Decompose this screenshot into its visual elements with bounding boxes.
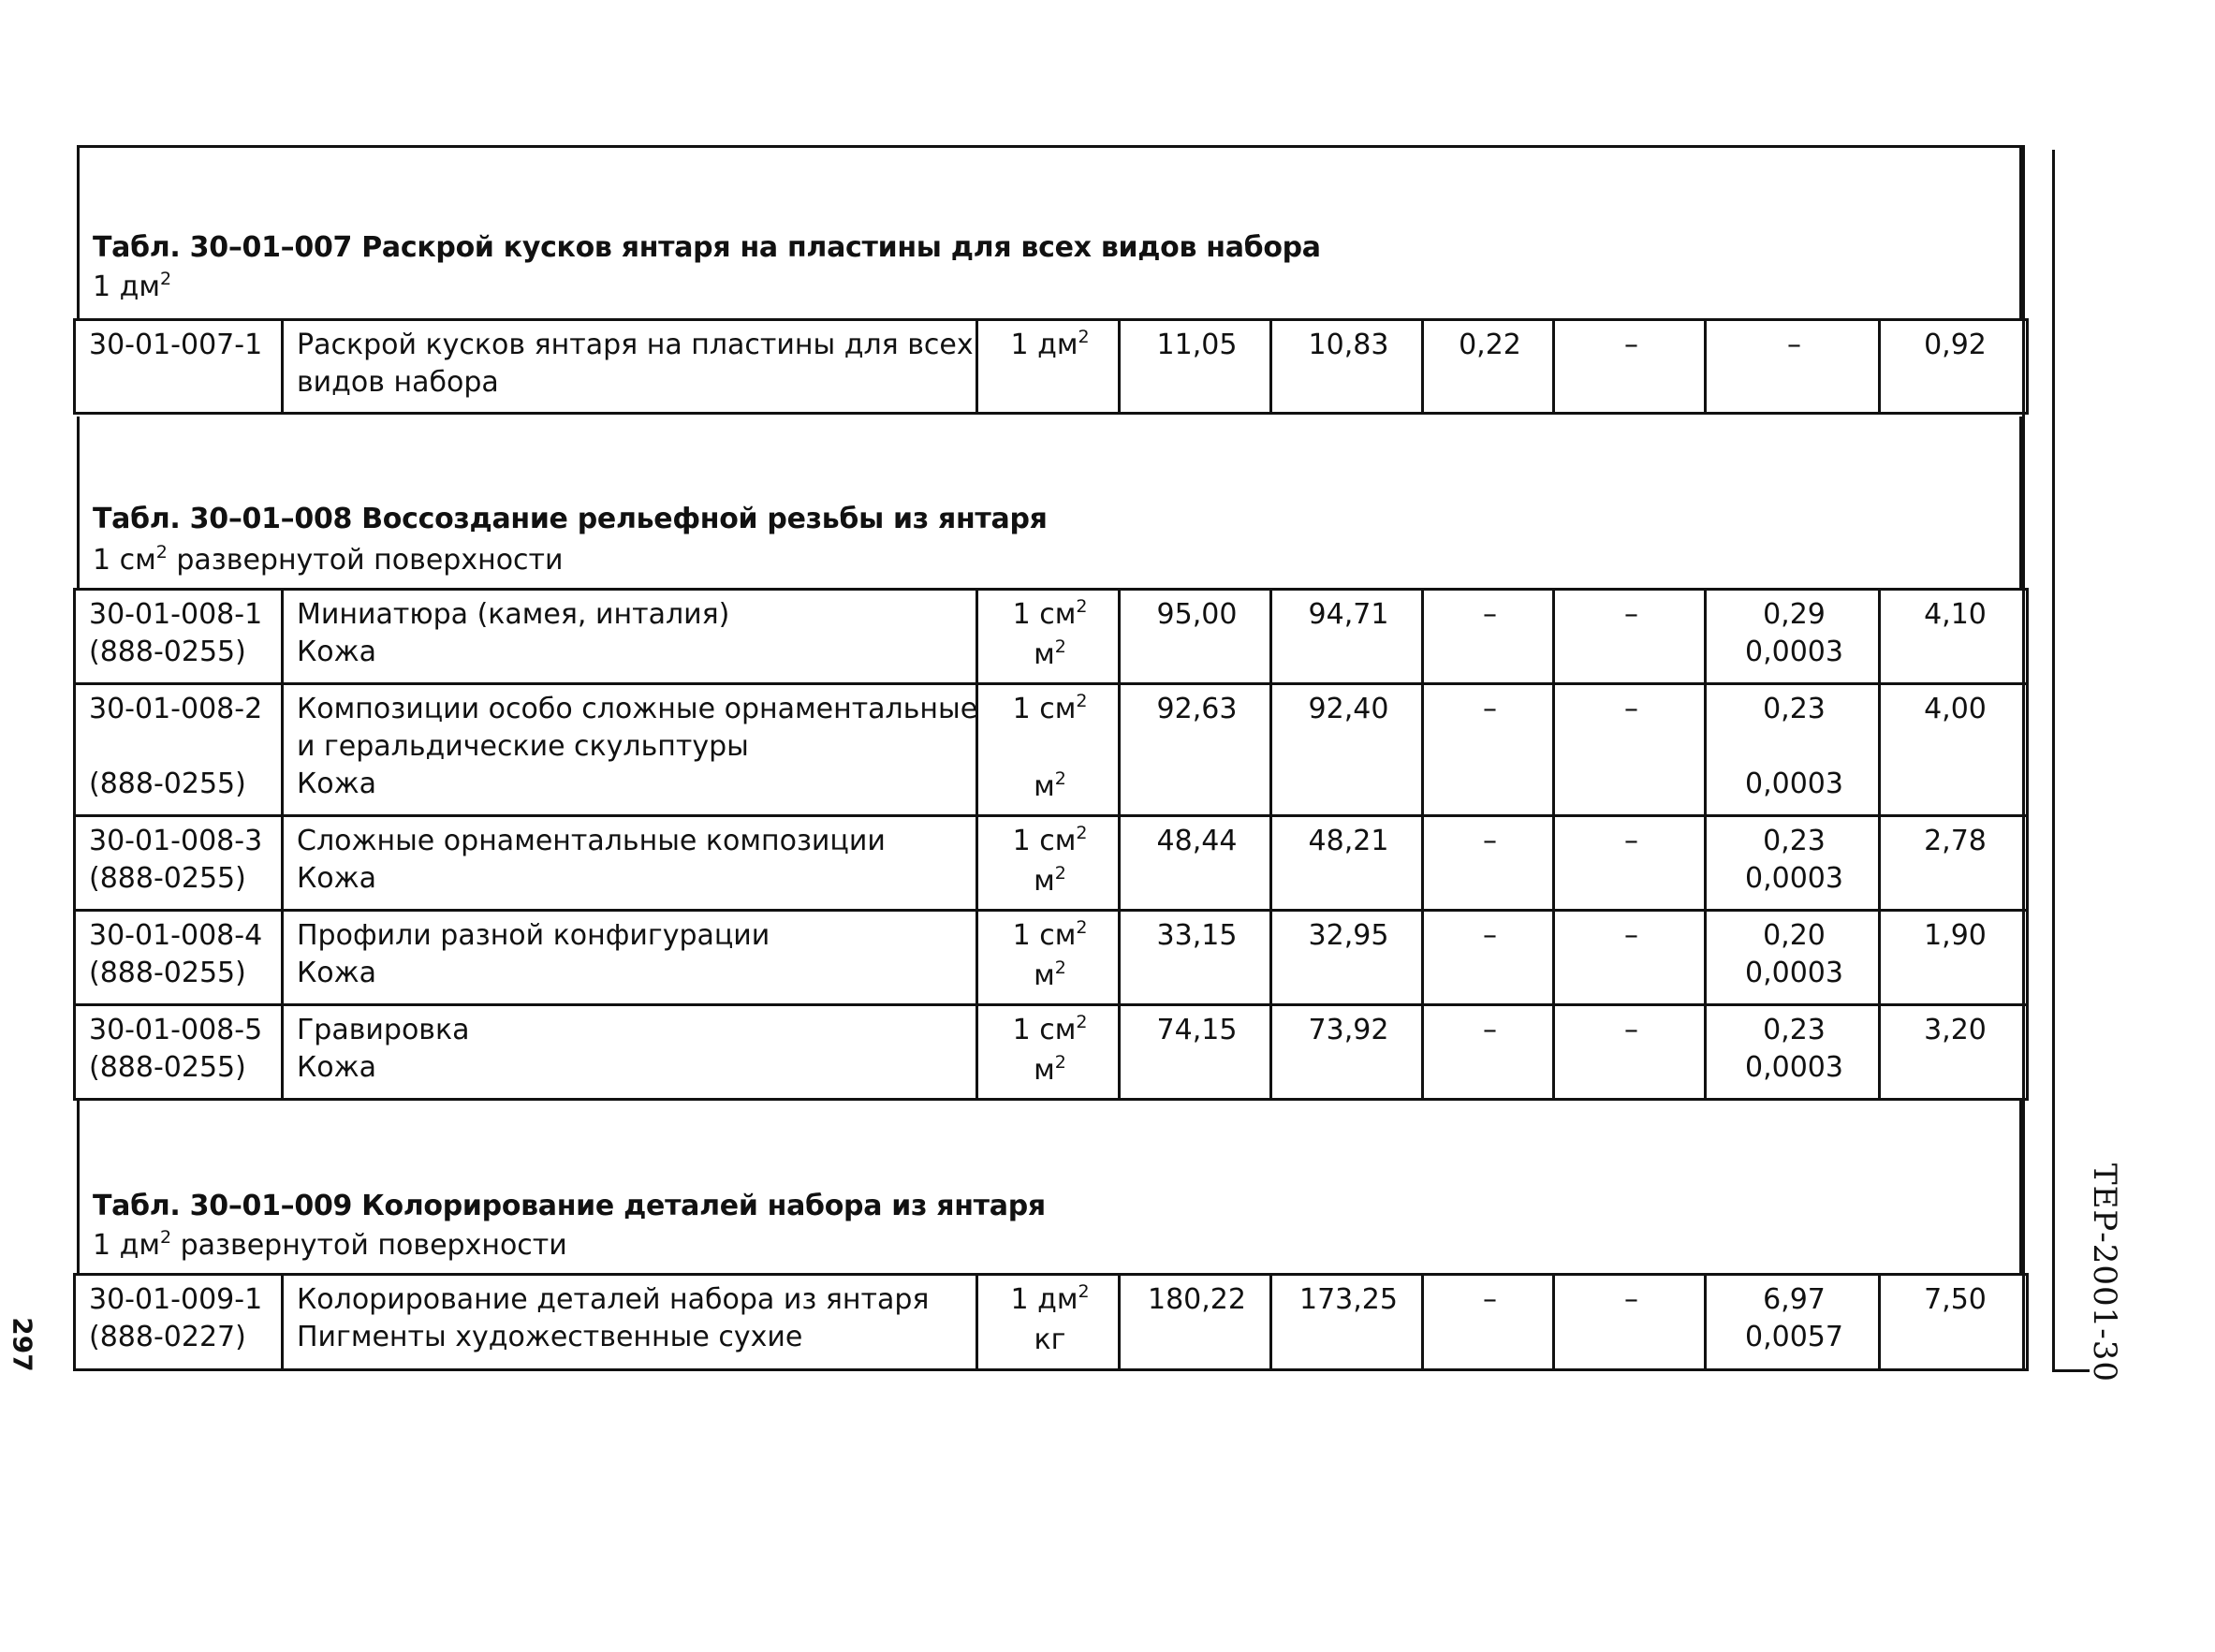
unit-line bbox=[991, 863, 1108, 903]
rate-code-line: 30-01-008-2 bbox=[89, 693, 263, 725]
work-name-cell bbox=[283, 1275, 977, 1370]
value-cell-c6 bbox=[1880, 1275, 2028, 1370]
unit-cell bbox=[977, 684, 1120, 816]
rate-code-cell bbox=[75, 911, 283, 1005]
value-c6: 4,10 bbox=[1924, 598, 1987, 631]
value-c5-line: 6,97 bbox=[1763, 1283, 1826, 1316]
value-c1: 95,00 bbox=[1156, 598, 1238, 631]
unit-line bbox=[991, 1052, 1108, 1092]
table-row bbox=[75, 590, 2028, 684]
value-c2: 73,92 bbox=[1308, 1014, 1389, 1046]
work-name-line: Сложные орнаментальные композиции bbox=[297, 825, 886, 857]
rate-code-line bbox=[89, 728, 271, 766]
value-cell-c1 bbox=[1120, 816, 1271, 911]
work-name-cell bbox=[283, 816, 977, 911]
value-c2: 48,21 bbox=[1308, 825, 1389, 857]
table-007-rows bbox=[73, 318, 2029, 415]
unit-line bbox=[991, 917, 1108, 958]
work-name-line: Пигменты художественные сухие bbox=[297, 1321, 803, 1353]
value-cell-c1 bbox=[1120, 590, 1271, 684]
unit-base: 1 дм bbox=[1010, 1283, 1078, 1316]
value-c4: – bbox=[1624, 1283, 1638, 1316]
unit-line bbox=[991, 731, 1108, 768]
value-c1: 180,22 bbox=[1148, 1283, 1246, 1316]
value-c5: – bbox=[1787, 329, 1801, 361]
unit-base: м bbox=[1034, 1054, 1055, 1087]
table-008-unit bbox=[93, 544, 564, 577]
unit-line bbox=[991, 691, 1108, 731]
table-009-title: Табл. 30–01–009 Колорирование деталей набора из янтаря bbox=[93, 1190, 1046, 1222]
value-c2: 173,25 bbox=[1299, 1283, 1398, 1316]
unit-base: м bbox=[1034, 959, 1055, 992]
value-cell-c4 bbox=[1554, 816, 1706, 911]
value-cell-c6 bbox=[1880, 816, 2028, 911]
value-c4: – bbox=[1624, 825, 1638, 857]
table-007-title: Табл. 30–01–007 Раскрой кусков янтаря на пластины для всех видов набора bbox=[93, 231, 1321, 264]
work-name-line: Кожа bbox=[297, 768, 377, 800]
unit-line bbox=[991, 768, 1108, 809]
value-c3: – bbox=[1483, 919, 1497, 952]
table-009-header bbox=[77, 1098, 2022, 1276]
work-name-cell bbox=[283, 590, 977, 684]
rate-code-cell bbox=[75, 816, 283, 911]
table-008-title: Табл. 30–01–008 Воссоздание рельефной резьбы из янтаря bbox=[93, 503, 1048, 535]
rate-code-cell bbox=[75, 1275, 283, 1370]
value-c5-line: 0,29 bbox=[1763, 598, 1826, 631]
work-name-cell bbox=[283, 1005, 977, 1100]
unit-line bbox=[991, 823, 1108, 863]
value-c6: 4,00 bbox=[1924, 693, 1987, 725]
table-row bbox=[75, 320, 2028, 414]
value-c2: 94,71 bbox=[1308, 598, 1389, 631]
value-cell-c3 bbox=[1423, 1005, 1554, 1100]
value-c3: 0,22 bbox=[1459, 329, 1521, 361]
work-name-line: Миниатюра (камея, инталия) bbox=[297, 598, 730, 631]
value-c5-line: 0,0057 bbox=[1745, 1321, 1843, 1353]
unit-base: м bbox=[1034, 638, 1055, 671]
rate-code-cell bbox=[75, 1005, 283, 1100]
table-008-rows bbox=[73, 588, 2029, 1101]
unit-cell bbox=[977, 816, 1120, 911]
work-name-line: Кожа bbox=[297, 862, 377, 895]
rate-code-line: 30-01-007-1 bbox=[89, 329, 263, 361]
value-cell-c4 bbox=[1554, 911, 1706, 1005]
value-cell-c1 bbox=[1120, 684, 1271, 816]
value-cell-c3 bbox=[1423, 320, 1554, 414]
unit-sup: 2 bbox=[1054, 958, 1066, 978]
unit-line bbox=[991, 636, 1108, 677]
unit-cell bbox=[977, 1005, 1120, 1100]
unit-sup: 2 bbox=[1076, 917, 1088, 938]
value-cell-c2 bbox=[1271, 1005, 1423, 1100]
work-name-line: Кожа bbox=[297, 1051, 377, 1084]
rate-code-line: (888-0255) bbox=[89, 636, 246, 668]
rate-code-line: 30-01-008-1 bbox=[89, 598, 263, 631]
work-name-line: видов набора bbox=[297, 366, 499, 399]
work-name-line: Композиции особо сложные орнаментальные bbox=[297, 693, 978, 725]
value-cell-c5 bbox=[1706, 1275, 1880, 1370]
value-c3: – bbox=[1483, 1014, 1497, 1046]
table-row bbox=[75, 1275, 2028, 1370]
unit-line bbox=[991, 1012, 1108, 1052]
unit-line bbox=[991, 327, 1108, 367]
value-cell-c6 bbox=[1880, 320, 2028, 414]
unit-sup: 2 bbox=[1076, 1012, 1088, 1032]
value-cell-c5 bbox=[1706, 684, 1880, 816]
unit-base: 1 дм bbox=[1010, 329, 1078, 361]
table-008-unit-main: 1 см bbox=[93, 544, 156, 577]
value-c6: 2,78 bbox=[1924, 825, 1987, 857]
unit-line bbox=[991, 958, 1108, 998]
rate-code-line: 30-01-008-3 bbox=[89, 825, 263, 857]
table-row bbox=[75, 1005, 2028, 1100]
work-name-cell bbox=[283, 911, 977, 1005]
value-c2: 92,40 bbox=[1308, 693, 1389, 725]
value-cell-c2 bbox=[1271, 816, 1423, 911]
table-008-unit-rest: развернутой поверхности bbox=[167, 544, 564, 577]
work-name-line: Кожа bbox=[297, 957, 377, 989]
value-c4: – bbox=[1624, 598, 1638, 631]
value-c5-line: 0,23 bbox=[1763, 1014, 1826, 1046]
value-cell-c4 bbox=[1554, 590, 1706, 684]
value-cell-c4 bbox=[1554, 1275, 1706, 1370]
value-cell-c3 bbox=[1423, 911, 1554, 1005]
side-margin-rule bbox=[2052, 150, 2055, 1371]
unit-sup: 2 bbox=[1054, 636, 1066, 657]
work-name-line: Колорирование деталей набора из янтаря bbox=[297, 1283, 930, 1316]
value-cell-c4 bbox=[1554, 320, 1706, 414]
value-c2: 32,95 bbox=[1308, 919, 1389, 952]
unit-base: 1 см bbox=[1012, 598, 1077, 631]
value-cell-c5 bbox=[1706, 1005, 1880, 1100]
value-c5-line: 0,0003 bbox=[1745, 957, 1843, 989]
value-cell-c3 bbox=[1423, 684, 1554, 816]
rate-code-cell bbox=[75, 684, 283, 816]
unit-base: 1 см bbox=[1012, 919, 1077, 952]
table-008-header bbox=[77, 417, 2022, 591]
unit-base: 1 см bbox=[1012, 825, 1077, 857]
value-cell-c2 bbox=[1271, 684, 1423, 816]
value-cell-c5 bbox=[1706, 590, 1880, 684]
value-c4: – bbox=[1624, 693, 1638, 725]
table-009-unit bbox=[93, 1229, 567, 1262]
unit-base: м bbox=[1034, 865, 1055, 898]
unit-cell bbox=[977, 911, 1120, 1005]
rate-code-line: (888-0255) bbox=[89, 957, 246, 989]
rate-code-line: (888-0255) bbox=[89, 862, 246, 895]
value-c1: 92,63 bbox=[1156, 693, 1238, 725]
value-c1: 11,05 bbox=[1156, 329, 1238, 361]
value-cell-c2 bbox=[1271, 590, 1423, 684]
value-c5-line: 0,0003 bbox=[1745, 1051, 1843, 1084]
table-row bbox=[75, 816, 2028, 911]
rate-code-line: 30-01-009-1 bbox=[89, 1283, 263, 1316]
work-name-line: и геральдические скульптуры bbox=[297, 730, 749, 763]
value-cell-c3 bbox=[1423, 1275, 1554, 1370]
table-009-unit-sup: 2 bbox=[160, 1227, 172, 1248]
value-c3: – bbox=[1483, 693, 1497, 725]
value-cell-c4 bbox=[1554, 1005, 1706, 1100]
work-name-line: Кожа bbox=[297, 636, 377, 668]
unit-base: кг bbox=[1034, 1323, 1066, 1356]
document-code-label: ТЕР-2001-30 bbox=[2086, 1162, 2123, 1383]
value-cell-c5 bbox=[1706, 816, 1880, 911]
value-c3: – bbox=[1483, 1283, 1497, 1316]
work-name-cell bbox=[283, 320, 977, 414]
value-c4: – bbox=[1624, 1014, 1638, 1046]
rate-code-line: 30-01-008-5 bbox=[89, 1014, 263, 1046]
table-007-unit bbox=[93, 270, 171, 303]
table-row bbox=[75, 911, 2028, 1005]
value-c5-line: 0,23 bbox=[1763, 693, 1826, 725]
unit-sup: 2 bbox=[1078, 1281, 1090, 1302]
rate-code-cell bbox=[75, 590, 283, 684]
unit-line bbox=[991, 596, 1108, 636]
unit-sup: 2 bbox=[1078, 327, 1090, 347]
value-c5-line: 0,0003 bbox=[1745, 768, 1843, 800]
value-cell-c6 bbox=[1880, 684, 2028, 816]
rate-code-line: (888-0227) bbox=[89, 1321, 246, 1353]
unit-sup: 2 bbox=[1076, 823, 1088, 843]
unit-cell bbox=[977, 590, 1120, 684]
value-cell-c3 bbox=[1423, 816, 1554, 911]
value-c2: 10,83 bbox=[1308, 329, 1389, 361]
side-margin-rule-foot bbox=[2052, 1369, 2090, 1372]
value-cell-c2 bbox=[1271, 1275, 1423, 1370]
value-c5-line: 0,0003 bbox=[1745, 862, 1843, 895]
page-number: 297 bbox=[7, 1317, 38, 1372]
value-cell-c2 bbox=[1271, 320, 1423, 414]
value-c6: 3,20 bbox=[1924, 1014, 1987, 1046]
value-cell-c3 bbox=[1423, 590, 1554, 684]
table-009-rows bbox=[73, 1273, 2029, 1371]
work-name-line: Профили разной конфигурации bbox=[297, 919, 770, 952]
unit-base: 1 см bbox=[1012, 1014, 1077, 1046]
value-c1: 33,15 bbox=[1156, 919, 1238, 952]
value-cell-c1 bbox=[1120, 320, 1271, 414]
rate-code-line: (888-0255) bbox=[89, 768, 246, 800]
value-c3: – bbox=[1483, 825, 1497, 857]
rate-code-cell bbox=[75, 320, 283, 414]
value-c6: 0,92 bbox=[1924, 329, 1987, 361]
value-c6: 7,50 bbox=[1924, 1283, 1987, 1316]
unit-sup: 2 bbox=[1076, 691, 1088, 711]
value-c5-line: 0,23 bbox=[1763, 825, 1826, 857]
value-cell-c6 bbox=[1880, 911, 2028, 1005]
rate-code-line: (888-0255) bbox=[89, 1051, 246, 1084]
work-name-cell bbox=[283, 684, 977, 816]
value-c3: – bbox=[1483, 598, 1497, 631]
unit-cell bbox=[977, 1275, 1120, 1370]
unit-line bbox=[991, 1322, 1108, 1362]
unit-cell bbox=[977, 320, 1120, 414]
value-c6: 1,90 bbox=[1924, 919, 1987, 952]
table-009-unit-main: 1 дм bbox=[93, 1229, 160, 1262]
work-name-line: Гравировка bbox=[297, 1014, 470, 1046]
value-cell-c2 bbox=[1271, 911, 1423, 1005]
unit-sup: 2 bbox=[1054, 1052, 1066, 1073]
value-cell-c5 bbox=[1706, 320, 1880, 414]
value-c4: – bbox=[1624, 329, 1638, 361]
value-cell-c1 bbox=[1120, 911, 1271, 1005]
value-c4: – bbox=[1624, 919, 1638, 952]
value-c5-line: 0,0003 bbox=[1745, 636, 1843, 668]
value-cell-c6 bbox=[1880, 590, 2028, 684]
unit-base: 1 см bbox=[1012, 693, 1077, 725]
rate-code-line: 30-01-008-4 bbox=[89, 919, 263, 952]
table-row bbox=[75, 684, 2028, 816]
unit-sup: 2 bbox=[1054, 768, 1066, 789]
value-cell-c1 bbox=[1120, 1005, 1271, 1100]
work-name-line: Раскрой кусков янтаря на пластины для всех bbox=[297, 329, 974, 361]
table-009-unit-rest: развернутой поверхности bbox=[171, 1229, 567, 1262]
unit-base: м bbox=[1034, 770, 1055, 803]
table-007-unit-sup: 2 bbox=[160, 269, 172, 289]
value-cell-c5 bbox=[1706, 911, 1880, 1005]
value-c1: 74,15 bbox=[1156, 1014, 1238, 1046]
value-c1: 48,44 bbox=[1156, 825, 1238, 857]
value-cell-c6 bbox=[1880, 1005, 2028, 1100]
value-c5-line: 0,20 bbox=[1763, 919, 1826, 952]
table-007-unit-main: 1 дм bbox=[93, 270, 160, 303]
value-c5-line bbox=[1720, 728, 1869, 766]
value-cell-c1 bbox=[1120, 1275, 1271, 1370]
table-007-header bbox=[77, 145, 2022, 321]
table-008-unit-sup: 2 bbox=[155, 542, 168, 563]
unit-line bbox=[991, 1281, 1108, 1322]
unit-sup: 2 bbox=[1054, 863, 1066, 884]
value-cell-c4 bbox=[1554, 684, 1706, 816]
unit-sup: 2 bbox=[1076, 596, 1088, 617]
